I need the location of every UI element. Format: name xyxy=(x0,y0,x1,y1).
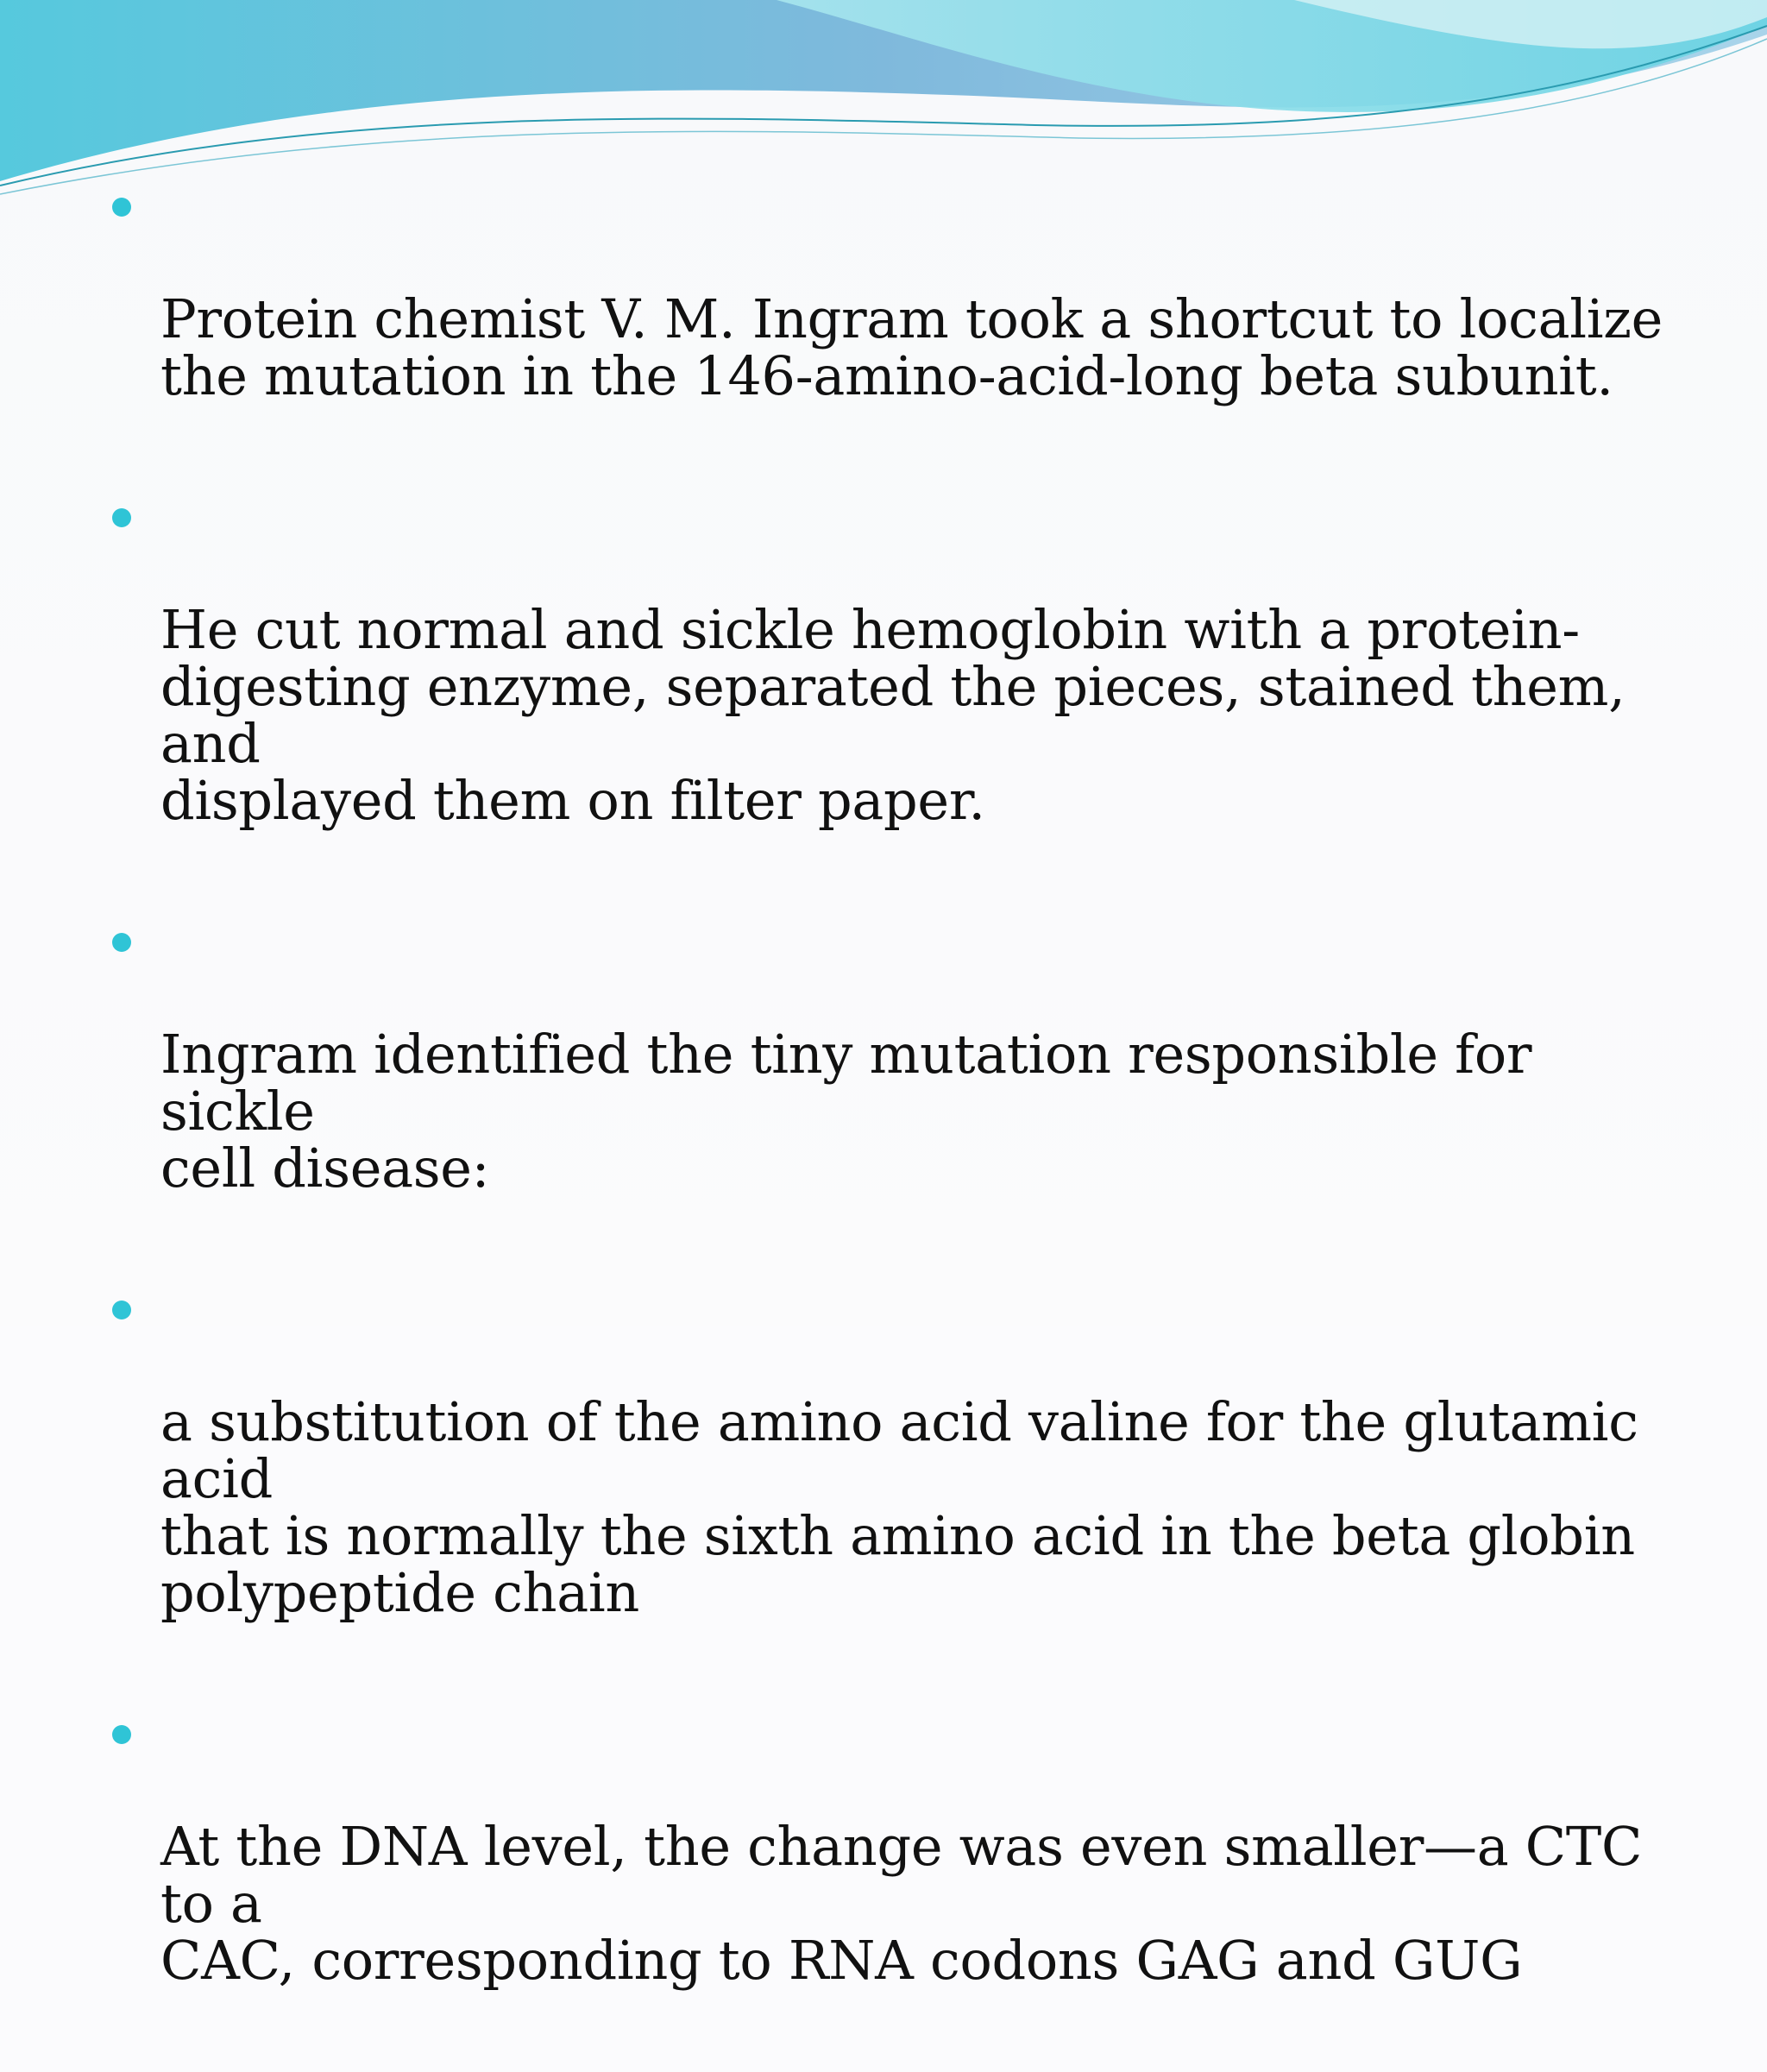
bullet-text: a substitution of the amino acid valine for the glutamic acid that is normally the sixth amino acid in the beta globin polypeptide chain xyxy=(160,1390,1638,1624)
bullet-item xyxy=(112,1704,1682,1992)
bullet-text: He cut normal and sickle hemoglobin with a protein- digesting enzyme, separated the pieces, stained them, and displayed them on filter paper. xyxy=(160,598,1626,832)
bullet-item xyxy=(112,177,1682,405)
bullet-item xyxy=(112,912,1682,1200)
filled-circle-bullet-icon xyxy=(112,1725,131,1744)
filled-circle-bullet-icon xyxy=(112,1301,131,1319)
filled-circle-bullet-icon xyxy=(112,933,131,952)
bullet-text: Ingram identified the tiny mutation responsible for sickle cell disease: xyxy=(160,1023,1532,1200)
bullet-item xyxy=(112,1280,1682,1622)
bullet-item xyxy=(112,488,1682,832)
wave-header-decoration xyxy=(0,0,1767,207)
filled-circle-bullet-icon xyxy=(112,508,131,527)
bullet-list xyxy=(112,177,1682,2072)
filled-circle-bullet-icon xyxy=(112,198,131,217)
bullet-text: Protein chemist V. M. Ingram took a shortcut to localize the mutation in the 146-amino-acid-long beta subunit. xyxy=(160,287,1663,407)
bullet-text: At the DNA level, the change was even smaller—a CTC to a CAC, corresponding to RNA codons GAG and GUG xyxy=(160,1815,1643,1992)
